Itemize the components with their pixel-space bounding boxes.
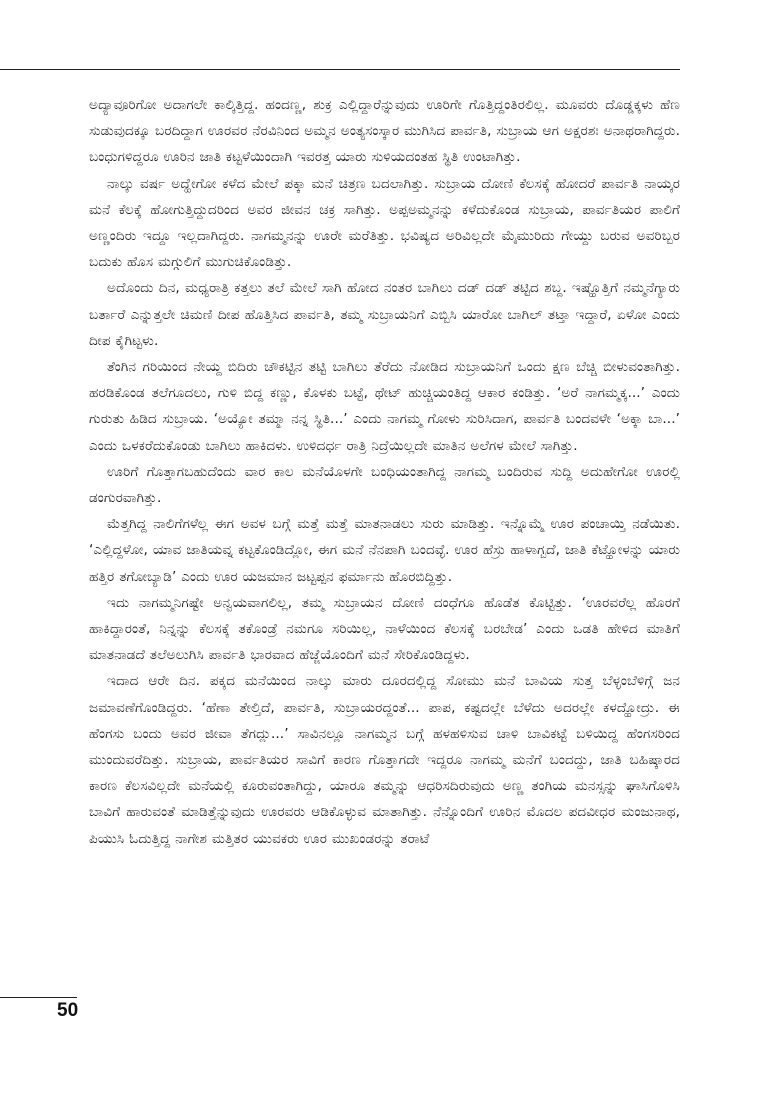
footer-rule	[0, 997, 77, 998]
paragraph: ಊರಿಗೆ ಗೊತ್ತಾಗಬಹುದೆಂದು ವಾರ ಕಾಲ ಮನೆಯೊಳಗೇ ಬಂಧಿಯಂತಾಗಿದ್ದ ನಾಗಮ್ಮ ಬಂದಿರುವ ಸುದ್ದಿ ಅದುಹೇಗೋ ಊರಲ್ಲಿ ಡಂಗುರವಾಗಿತ್ತು.	[89, 463, 680, 507]
paragraph: ನಾಲ್ಕು ವರ್ಷ ಅದ್ಹೇಗೋ ಕಳೆದ ಮೇಲೆ ಪಕ್ಕಾ ಮನೆ ಚಿತ್ರಣ ಬದಲಾಗಿತ್ತು. ಸುಬ್ರಾಯ ದೋಣಿ ಕೆಲಸಕ್ಕೆ ಹೋದರೆ ಪಾರ್ವತಿ ನಾಯ್ಕರ ಮನೆ ಕೆಲಕ್ಕೆ ಹೋಗುತ್ತಿದ್ದುದರಿಂದ ಅವರ ಜೀವನ ಚಕ್ರ ಸಾಗಿತ್ತು. ಅಪ್ಪಅಮ್ಮನನ್ನು ಕಳೆದುಕೊಂಡ ಸುಬ್ರಾಯ, ಪಾರ್ವತಿಯರ ಪಾಲಿಗೆ ಅಣ್ಣಂದಿರು ಇದ್ದೂ ಇಲ್ಲದಾಗಿದ್ದರು. ನಾಗಮ್ಮನನ್ನು ಊರೇ ಮರೆತಿತ್ತು. ಭವಿಷ್ಯದ ಅರಿವಿಲ್ಲದೇ ಮೈಮುರಿದು ಗೇಯ್ದು ಬರುವ ಅವರಿಬ್ಬರ ಬದುಕು ಹೊಸ ಮಗ್ಗುಲಿಗೆ ಮುಗುಚಿಕೊಂಡಿತ್ತು.	[89, 175, 680, 271]
paragraph: ತೆಂಗಿನ ಗರಿಯಿಂದ ನೇಯ್ದ ಬಿದಿರು ಚೌಕಟ್ಟಿನ ತಟ್ಟಿ ಬಾಗಿಲು ತೆರೆದು ನೋಡಿದ ಸುಬ್ರಾಯನಿಗೆ ಒಂದು ಕ್ಷಣ ಬೆಚ್ಚಿ ಬೀಳುವಂತಾಗಿತ್ತು. ಹರಡಿಕೊಂಡ ತಲೆಗೂದಲು, ಗುಳಿ ಬಿದ್ದ ಕಣ್ಣು, ಕೊಳಕು ಬಟ್ಟೆ, ಥೇಟ್ ಹುಚ್ಚಿಯಂತಿದ್ದ ಆಕಾರ ಕಂಡಿತ್ತು. ‘ಅರೆ ನಾಗಮ್ಮಕ್ಕ...’ ಎಂದು ಗುರುತು ಹಿಡಿದ ಸುಬ್ರಾಯ. ‘ಅಯ್ಯೋ ತಮ್ಮಾ ನನ್ನ ಸ್ಥಿತಿ...’ ಎಂದು ನಾಗಮ್ಮ ಗೋಳು ಸುರಿಸಿದಾಗ, ಪಾರ್ವತಿ ಬಂದವಳೇ ‘ಅಕ್ಕಾ ಬಾ...’ ಎಂದು ಒಳಕರೆದುಕೊಂಡು ಬಾಗಿಲು ಹಾಕಿದಳು. ಉಳಿದರ್ಧ ರಾತ್ರಿ ನಿದ್ರೆಯಿಲ್ಲದೇ ಮಾತಿನ ಅಲೆಗಳ ಮೇಲೆ ಸಾಗಿತ್ತು.	[89, 359, 680, 454]
paragraph: ಅದೊಂದು ದಿನ, ಮಧ್ಯರಾತ್ರಿ ಕತ್ತಲು ತಲೆ ಮೇಲೆ ಸಾಗಿ ಹೋದ ನಂತರ ಬಾಗಿಲು ದಡ್ ದಡ್ ತಟ್ಟಿದ ಶಬ್ದ. ಇಷ್ಹೊತ್ತಿಗೆ ನಮ್ಮನೆಗ್ಯಾರು ಬರ್ತಾರೆ ಎನ್ನುತ್ತಲೇ ಚಿಮಣಿ ದೀಪ ಹೊತ್ತಿಸಿದ ಪಾರ್ವತಿ, ತಮ್ಮ ಸುಬ್ರಾಯನಿಗೆ ಎಬ್ಬಿಸಿ ಯಾರೋ ಬಾಗಿಲ್ ತಟ್ತಾ ಇದ್ದಾರೆ, ಏಳೋ ಎಂದು ದೀಪ ಕೈಗಿಟ್ಟಳು.	[89, 280, 680, 349]
header-rule	[0, 69, 680, 70]
paragraph: ಇದಾದ ಆರೇ ದಿನ. ಪಕ್ಕದ ಮನೆಯಿಂದ ನಾಲ್ಕು ಮಾರು ದೂರದಲ್ಲಿದ್ದ ಸೋಮು ಮನೆ ಬಾವಿಯ ಸುತ್ತ ಬೆಳ್ಳಂಬೆಳಿಗ್ಗೆ ಜನ ಜಮಾವಣೆಗೊಂಡಿದ್ದರು. ‘ಹೆಣಾ ತೇಲ್ತಿದೆ, ಪಾರ್ವತಿ, ಸುಬ್ರಾಯರದ್ದಂತೆ... ಪಾಪ, ಕಷ್ಟದಲ್ಲೇ ಬೆಳೆದು ಅದರಲ್ಲೇ ಕಳದ್ಹೋದ್ರು. ಈ ಹೆಂಗಸು ಬಂದು ಅವರ ಜೀವಾ ತೆಗದ್ಲು...’ ಸಾವಿನಲ್ಲೂ ನಾಗಮ್ಮನ ಬಗ್ಗೆ ಹಳಹಳಿಸುವ ಚಾಳಿ ಬಾವಿಕಟ್ಟೆ ಬಳಿಯಿದ್ದ ಹೆಂಗಸರಿಂದ ಮುಂದುವರೆದಿತ್ತು. ಸುಬ್ರಾಯ, ಪಾರ್ವತಿಯರ ಸಾವಿಗೆ ಕಾರಣ ಗೊತ್ತಾಗದೇ ಇದ್ದರೂ ನಾಗಮ್ಮ ಮನೆಗೆ ಬಂದದ್ದು, ಜಾತಿ ಬಹಿಷ್ಕಾರದ ಕಾರಣ ಕೆಲಸವಿಲ್ಲದೇ ಮನೆಯಲ್ಲಿ ಕೂರುವಂತಾಗಿದ್ದು, ಯಾರೂ ತಮ್ಮನ್ನು ಆಧರಿಸದಿರುವುದು ಅಣ್ಣ ತಂಗಿಯ ಮನಸ್ಸನ್ನು ಘಾಸಿಗೊಳಿಸಿ ಬಾವಿಗೆ ಹಾರುವಂತೆ ಮಾಡಿತ್ತೆನ್ನುವುದು ಊರವರು ಆಡಿಕೊಳ್ಳುವ ಮಾತಾಗಿತ್ತು. ನೆನ್ನೊಂದಿಗೆ ಊರಿನ ಮೊದಲ ಪದವೀಧರ ಮಂಜುನಾಥ, ಪಿಯುಸಿ ಓದುತ್ತಿದ್ದ ನಾಗೇಶ ಮತ್ತಿತರ ಯುವಕರು ಊರ ಮುಖಂಡರನ್ನು ತರಾಟೆ	[89, 673, 680, 847]
paragraph: ಮೆತ್ತಗಿದ್ದ ನಾಲಿಗೆಗಳೆಲ್ಲ ಈಗ ಅವಳ ಬಗ್ಗೆ ಮತ್ತೆ ಮತ್ತೆ ಮಾತನಾಡಲು ಸುರು ಮಾಡಿತ್ತು. ಇನ್ನೊಮ್ಮೆ ಊರ ಪಂಚಾಯ್ತಿ ನಡೆಯಿತು. ‘ಎಲ್ಲಿದ್ದಳೋ, ಯಾವ ಜಾತಿಯವ್ನ ಕಟ್ಟಕೊಂಡಿದ್ಲೋ, ಈಗ ಮನೆ ನೆನಪಾಗಿ ಬಂದವ್ಳೆ. ಊರ ಹೆಸ್ರು ಹಾಳಾಗ್ಬದೆ, ಜಾತಿ ಕೆಟ್ಹೋಳನ್ನು ಯಾರು ಹತ್ತಿರ ತಗೋಬ್ಯಾಡಿ’ ಎಂದು ಊರ ಯಜಮಾನ ಜಟ್ಟಪ್ಪನ ಫರ್ಮಾನು ಹೊರಬಿದ್ದಿತ್ತು.	[89, 516, 680, 585]
page-number: 50	[57, 1000, 79, 1021]
paragraph: ಇದು ನಾಗಮ್ಮನಿಗಷ್ಟೇ ಅನ್ವಯವಾಗಲಿಲ್ಲ, ತಮ್ಮ ಸುಬ್ರಾಯನ ದೋಣಿ ದಂಧೆಗೂ ಹೊಡೆತ ಕೊಟ್ಟಿತ್ತು. ‘ಊರವರೆಲ್ಲ ಹೊರಗೆ ಹಾಕಿದ್ದಾರಂತೆ, ನಿನ್ನನ್ನು ಕೆಲಸಕ್ಕೆ ತಕೊಂಡ್ರೆ ನಮಗೂ ಸರಿಯಿಲ್ಲ, ನಾಳೆಯಿಂದ ಕೆಲಸಕ್ಕೆ ಬರಬೇಡ’ ಎಂದು ಒಡತಿ ಹೇಳಿದ ಮಾತಿಗೆ ಮಾತನಾಡದೆ ತಲೆಅಲುಗಿಸಿ ಪಾರ್ವತಿ ಭಾರವಾದ ಹೆಜ್ಜೆಯೊಂದಿಗೆ ಮನೆ ಸೇರಿಕೊಂಡಿದ್ದಳು.	[89, 594, 680, 664]
body-text	[89, 92, 680, 852]
paragraph: ಅದ್ಯಾವೂರಿಗೋ ಅದಾಗಲೇ ಕಾಲ್ಕಿತ್ತಿದ್ದ. ಹಂದಣ್ಣ, ಶುಕ್ರ ಎಲ್ಲಿದ್ದಾರೆನ್ನುವುದು ಊರಿಗೇ ಗೊತ್ತಿದ್ದಂತಿರಲಿಲ್ಲ. ಮೂವರು ದೊಡ್ಡಕ್ಕಳು ಹೆಣ ಸುಡುವುದಕ್ಕೂ ಬರದಿದ್ದಾಗ ಊರವರ ನೆರವಿನಿಂದ ಅಮ್ಮನ ಅಂತ್ಯಸಂಸ್ಕಾರ ಮುಗಿಸಿದ ಪಾರ್ವತಿ, ಸುಬ್ರಾಯ ಆಗ ಅಕ್ಷರಶಃ ಅನಾಥರಾಗಿದ್ದರು. ಬಂಧುಗಳಿದ್ದರೂ ಊರಿನ ಜಾತಿ ಕಟ್ಟಳೆಯಿಂದಾಗಿ ಇವರತ್ತ ಯಾರು ಸುಳಿಯದಂತಹ ಸ್ಥಿತಿ ಉಂಟಾಗಿತ್ತು.	[89, 97, 680, 166]
